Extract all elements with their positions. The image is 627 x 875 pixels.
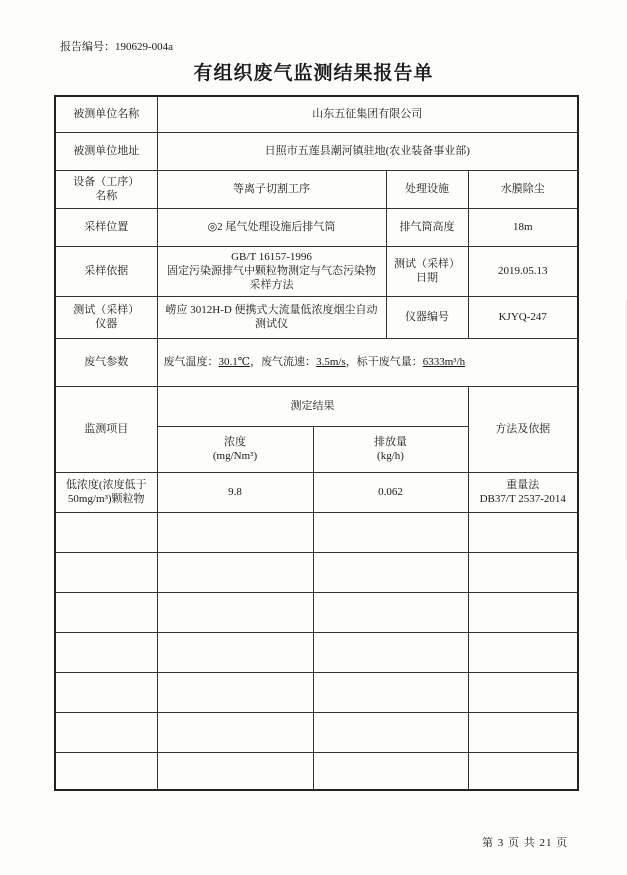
item-label: 监测项目 [55,386,157,472]
equipment-label-line-2: 名称 [95,190,118,202]
empty-cell [55,592,157,632]
params-std-value: 6333m³/h [422,356,466,368]
basis-label: 采样依据 [55,246,157,296]
position-value: ◎2 尾气处理设施后排气筒 [157,208,386,246]
row-results-header-1 [55,386,578,426]
treatment-value: 水膜除尘 [468,170,578,208]
empty-cell [313,552,468,592]
date-label-line-1: 测试（采样） [394,258,460,270]
item-name-line-1: 低浓度(浓度低于 [65,479,147,491]
params-label: 废气参数 [55,338,157,386]
empty-cell [55,712,157,752]
report-title: 有组织废气监测结果报告单 [193,62,434,84]
empty-cell [313,512,468,552]
params-temp-value: 30.1℃ [218,356,251,368]
empty-cell [157,712,313,752]
instrument-label-line-1: 测试（采样） [73,304,140,316]
emission-value: 0.062 [313,472,468,512]
empty-row [55,672,578,712]
unit-address-label: 被测单位地址 [55,132,157,170]
params-flow-label: 废气流速： [261,356,317,368]
unit-name-value: 山东五征集团有限公司 [157,96,578,132]
empty-row [55,512,578,552]
empty-row [55,712,578,752]
method-line-1: 重量法 [506,479,540,491]
result-label: 测定结果 [157,386,468,426]
empty-cell [468,672,578,712]
page-number: 第 3 页 共 21 页 [482,837,569,849]
row-unit-address [55,132,578,170]
basis-line-1: GB/T 16157-1996 [231,251,312,263]
empty-cell [157,512,313,552]
empty-cell [157,552,313,592]
date-value: 2019.05.13 [468,246,578,296]
empty-cell [468,592,578,632]
report-number-value: 190629-004a [115,41,174,53]
stack-height-value: 18m [468,208,578,246]
params-value [157,338,578,386]
basis-line-3: 采样方法 [249,279,294,291]
conc-value: 9.8 [157,472,313,512]
date-label [386,246,468,296]
basis-value [157,246,386,296]
empty-cell [157,592,313,632]
instrument-label [55,296,157,338]
method-value [468,472,578,512]
emission-header [313,426,468,472]
instrument-line-1: 崂应 3012H-D 便携式大流量低浓度烟尘自动 [165,304,378,316]
row-sampling-position [55,208,578,246]
params-sep-2: ， [345,356,357,368]
empty-cell [55,672,157,712]
equipment-value: 等离子切割工序 [157,170,386,208]
instrument-no-value: KJYQ-247 [468,296,578,338]
instrument-value [157,296,386,338]
item-name-line-2: 50mg/m³)颗粒物 [67,493,145,505]
row-unit-name [55,96,578,132]
row-gas-params [55,338,578,386]
report-table [54,95,579,791]
row-equipment [55,170,578,208]
empty-row [55,552,578,592]
empty-cell [468,512,578,552]
row-sampling-basis [55,246,578,296]
basis-line-2: 固定污染源排气中颗粒物测定与气态污染物 [167,265,376,277]
equipment-label [55,170,157,208]
row-result-particulate [55,472,578,512]
report-number-label: 报告编号： [60,41,115,53]
empty-cell [468,712,578,752]
method-label: 方法及依据 [468,386,578,472]
item-name [55,472,157,512]
empty-cell [313,672,468,712]
unit-name-label: 被测单位名称 [55,96,157,132]
empty-row [55,752,578,790]
empty-cell [313,592,468,632]
empty-cell [313,712,468,752]
conc-header [157,426,313,472]
position-label: 采样位置 [55,208,157,246]
instrument-no-label: 仪器编号 [386,296,468,338]
empty-row [55,592,578,632]
empty-cell [157,752,313,790]
empty-cell [313,632,468,672]
conc-label: 浓度 [224,436,246,448]
empty-cell [55,512,157,552]
instrument-line-2: 测试仪 [255,318,288,330]
empty-cell [55,752,157,790]
empty-cell [313,752,468,790]
empty-cell [468,752,578,790]
emission-unit: (kg/h) [377,450,404,462]
empty-cell [468,552,578,592]
unit-address-value: 日照市五莲县潮河镇驻地(农业装备事业部) [157,132,578,170]
date-label-line-2: 日期 [416,272,438,284]
stack-height-label: 排气筒高度 [386,208,468,246]
params-sep-1: ， [250,356,262,368]
row-instrument [55,296,578,338]
params-std-label: 标干废气量： [356,356,423,368]
empty-cell [468,632,578,672]
empty-cell [157,632,313,672]
treatment-label: 处理设施 [386,170,468,208]
method-line-2: DB37/T 2537-2014 [479,493,566,505]
empty-row [55,632,578,672]
params-flow-value: 3.5m/s [316,356,346,368]
report-number [60,38,173,54]
equipment-label-line-1: 设备（工序） [73,176,140,188]
conc-unit: (mg/Nm³) [212,450,258,462]
empty-cell [157,672,313,712]
empty-cell [55,632,157,672]
params-temp-label: 废气温度： [163,356,219,368]
instrument-label-line-2: 仪器 [95,318,118,330]
emission-label: 排放量 [374,436,407,448]
empty-cell [55,552,157,592]
